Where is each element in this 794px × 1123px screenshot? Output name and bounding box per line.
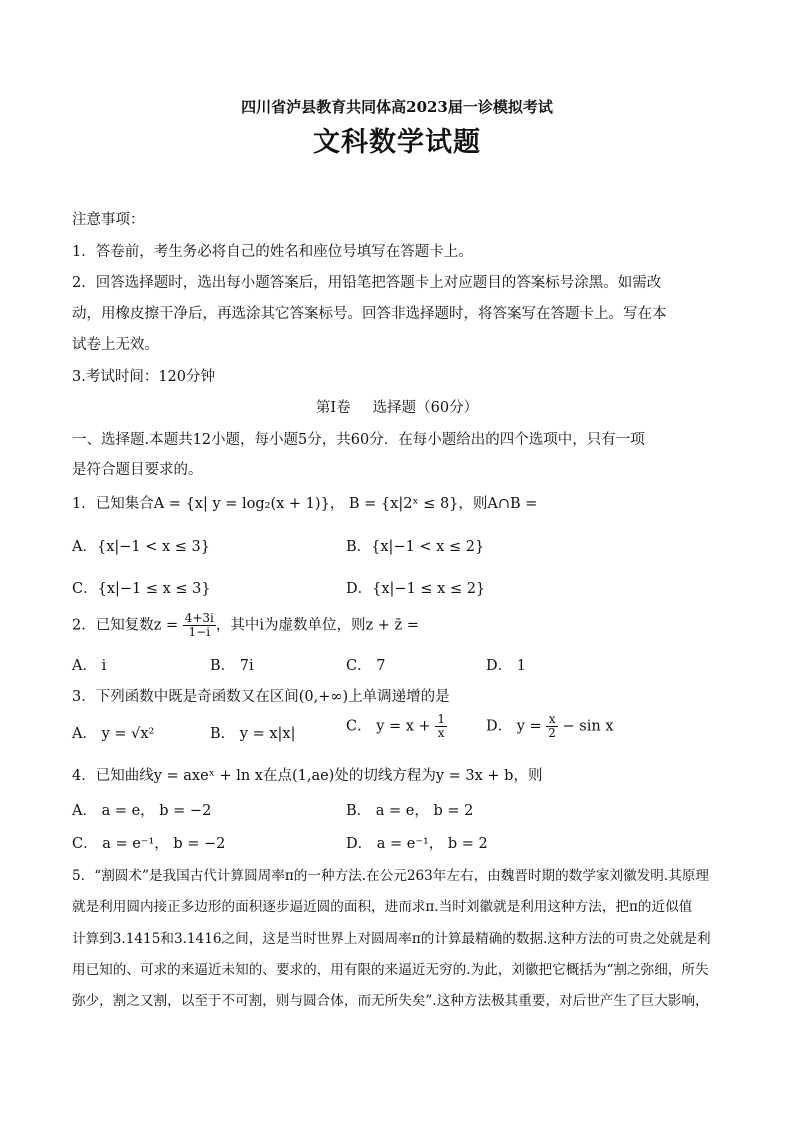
q2-fraction-numerator: 4+3i — [184, 611, 214, 625]
q5-line-2: 就是利用圆内接正多边形的面积逐步逼近圆的面积，进而求π.当时刘徽就是利用这种方法，把π的近似值 — [72, 899, 693, 915]
q1-option-b: B．{x|−1 < x ≤ 2} — [346, 539, 485, 555]
exam-subtitle: 四川省泸县教育共同体高2023届一诊模拟考试 — [241, 98, 553, 116]
notice-item-2-line-3: 试卷上无效。 — [72, 337, 159, 353]
q5-line-3: 计算到3.1415和3.1416之间，这是当时世界上对圆周率π的计算最精确的数据.这种方法的可贵之处就是利 — [72, 931, 711, 947]
q2-option-a: A． i — [72, 658, 107, 674]
q5-line-1: 5．“割圆术”是我国古代计算圆周率π的一种方法.在公元263年左右，由魏晋时期的数学家刘徽发明.其原理 — [72, 868, 710, 884]
q4-option-a: A． a = e， b = −2 — [72, 803, 212, 819]
q3-option-d-fraction — [546, 713, 558, 740]
q4-option-d: D． a = e⁻¹， b = 2 — [346, 836, 488, 852]
q2-stem-pre: 2．已知复数z = — [72, 617, 179, 634]
notice-heading: 注意事项： — [72, 212, 145, 228]
notice-item-2-line-1: 2．回答选择题时，选出每小题答案后，用铅笔把答题卡上对应题目的答案标号涂黑。如需改 — [72, 275, 662, 291]
section-name: 选择题（60分） — [372, 400, 479, 416]
q2-fraction — [183, 612, 216, 639]
q3-option-d-denominator: 2 — [548, 726, 556, 740]
q1-option-a: A．{x|−1 < x ≤ 3} — [72, 539, 210, 555]
q2-fraction-denominator: 1−i — [188, 625, 211, 639]
notice-item-1: 1．答卷前，考生务必将自己的姓名和座位号填写在答题卡上。 — [72, 244, 473, 260]
instructions-line-1: 一、选择题.本题共12小题，每小题5分，共60分．在每小题给出的四个选项中，只有一项 — [72, 432, 645, 448]
q2-stem-post: ，其中i为虚数单位，则z + z̄ = — [215, 617, 419, 634]
q3-option-c-fraction — [435, 713, 447, 740]
q3-option-c-pre: C． y = x + — [346, 718, 431, 735]
notice-item-3: 3.考试时间：120分钟 — [72, 369, 216, 385]
q3-option-d — [486, 713, 614, 740]
notice-item-2-line-2: 动，用橡皮擦干净后，再选涂其它答案标号。回答非选择题时，将答案写在答题卡上。写在本 — [72, 306, 667, 322]
q3-option-c — [346, 713, 447, 740]
section-part: 第I卷 — [315, 400, 351, 416]
q5-line-5: 弥少，割之又割，以至于不可割，则与圆合体，而无所失矣”.这种方法极其重要，对后世产生了巨大影响， — [72, 993, 709, 1009]
q3-option-b: B． y = x|x| — [210, 726, 296, 742]
q4-option-b: B． a = e， b = 2 — [346, 803, 474, 819]
q3-option-d-post: − sin x — [562, 718, 614, 735]
q2-option-b: B． 7i — [210, 658, 254, 674]
q2-stem — [72, 612, 724, 639]
q2-option-d: D． 1 — [486, 658, 526, 674]
q3-stem: 3．下列函数中既是奇函数又在区间(0,+∞)上单调递增的是 — [72, 689, 450, 705]
q1-stem: 1．已知集合A = {x| y = log₂(x + 1)}， B = {x|2ˣ ≤ 8}，则A∩B = — [72, 496, 538, 512]
exam-title: 文科数学试题 — [313, 127, 481, 158]
q2-option-c: C． 7 — [346, 658, 386, 674]
q1-option-c: C．{x|−1 ≤ x ≤ 3} — [72, 581, 211, 597]
instructions-line-2: 是符合题目要求的。 — [72, 462, 203, 478]
q5-line-4: 用已知的、可求的来逼近未知的、要求的，用有限的来逼近无穷的.为此，刘徽把它概括为“割之弥细，所失 — [72, 962, 709, 978]
section-header — [0, 396, 794, 417]
q1-option-d: D．{x|−1 ≤ x ≤ 2} — [346, 581, 486, 597]
q3-option-d-pre: D． y = — [486, 718, 542, 735]
q3-option-d-numerator: x — [546, 713, 558, 727]
q4-option-c: C． a = e⁻¹， b = −2 — [72, 836, 226, 852]
q3-option-c-numerator: 1 — [437, 712, 445, 726]
q4-stem: 4．已知曲线y = axeˣ + ln x在点(1,ae)处的切线方程为y = 3x + b，则 — [72, 768, 543, 784]
q3-option-c-denominator: x — [437, 726, 445, 740]
q3-option-a: A． y = √x² — [72, 726, 155, 742]
